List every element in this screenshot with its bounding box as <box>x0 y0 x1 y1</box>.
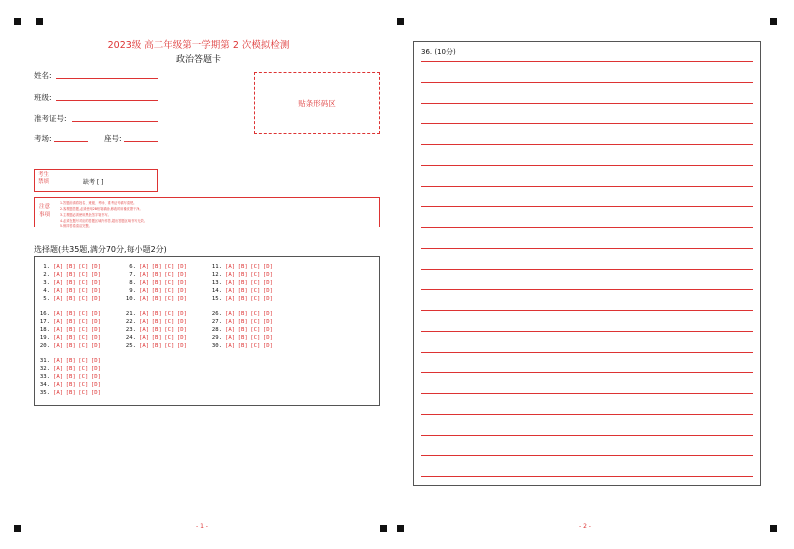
option-d-bubble[interactable]: [D] <box>262 311 273 317</box>
option-b-bubble[interactable]: [B] <box>65 327 76 333</box>
option-d-bubble[interactable]: [D] <box>176 327 187 333</box>
option-b-bubble[interactable]: [B] <box>151 288 162 294</box>
option-a-bubble[interactable]: [A] <box>53 366 64 372</box>
seat-label: 座号: <box>104 134 122 143</box>
question-number: 20. <box>39 343 50 349</box>
question-20 <box>38 343 103 349</box>
writing-line <box>421 435 753 436</box>
question-5 <box>38 296 103 302</box>
writing-line <box>421 352 753 353</box>
option-b-bubble[interactable]: [B] <box>151 311 162 317</box>
option-a-bubble[interactable]: [A] <box>53 343 64 349</box>
option-b-bubble[interactable]: [B] <box>151 319 162 325</box>
question-number: 13. <box>211 280 222 286</box>
choice-section-title: 选择题(共35题,满分70分,每小题2分) <box>34 245 167 254</box>
registration-mark-top-center-left <box>36 18 43 25</box>
option-c-bubble[interactable]: [C] <box>78 390 89 396</box>
writing-line <box>421 61 753 62</box>
question-9 <box>124 288 189 294</box>
question-number: 12. <box>211 272 222 278</box>
option-b-bubble[interactable]: [B] <box>237 288 248 294</box>
question-25 <box>124 343 189 349</box>
question-number: 23. <box>125 327 136 333</box>
option-b-bubble[interactable]: [B] <box>65 374 76 380</box>
option-a-bubble[interactable]: [A] <box>225 311 236 317</box>
option-d-bubble[interactable]: [D] <box>262 288 273 294</box>
option-a-bubble[interactable]: [A] <box>139 327 150 333</box>
name-label: 姓名: <box>34 71 52 80</box>
question-21 <box>124 311 189 317</box>
option-a-bubble[interactable]: [A] <box>225 296 236 302</box>
question-7 <box>124 272 189 278</box>
option-c-bubble[interactable]: [C] <box>164 280 175 286</box>
question-number: 5. <box>43 296 50 302</box>
question-number: 1. <box>43 264 50 270</box>
writing-line <box>421 186 753 187</box>
option-a-bubble[interactable]: [A] <box>225 343 236 349</box>
question-33 <box>38 374 103 380</box>
writing-line <box>421 331 753 332</box>
barcode-label: 贴条形码区 <box>298 98 336 108</box>
writing-line <box>421 414 753 415</box>
option-d-bubble[interactable]: [D] <box>262 343 273 349</box>
option-b-bubble[interactable]: [B] <box>65 319 76 325</box>
name-field[interactable] <box>56 78 158 79</box>
question-number: 10. <box>125 296 136 302</box>
option-b-bubble[interactable]: [B] <box>65 343 76 349</box>
question-31 <box>38 358 103 364</box>
writing-line <box>421 103 753 104</box>
question-number: 4. <box>43 288 50 294</box>
exam-title: 2023级 高二年级第一学期第 2 次模拟检测 <box>107 40 290 51</box>
option-c-bubble[interactable]: [C] <box>250 280 261 286</box>
option-c-bubble[interactable]: [C] <box>78 327 89 333</box>
question-number: 7. <box>129 272 136 278</box>
option-b-bubble[interactable]: [B] <box>237 343 248 349</box>
option-a-bubble[interactable]: [A] <box>139 343 150 349</box>
question-18 <box>38 327 103 333</box>
option-a-bubble[interactable]: [A] <box>53 327 64 333</box>
room-field[interactable] <box>54 141 88 142</box>
option-a-bubble[interactable]: [A] <box>53 319 64 325</box>
registration-mark-top-center <box>397 18 404 25</box>
option-b-bubble[interactable]: [B] <box>151 272 162 278</box>
question-number: 28. <box>211 327 222 333</box>
option-c-bubble[interactable]: [C] <box>78 296 89 302</box>
option-d-bubble[interactable]: [D] <box>90 335 101 341</box>
registration-mark-bottom-center-left <box>380 525 387 532</box>
option-b-bubble[interactable]: [B] <box>65 272 76 278</box>
option-d-bubble[interactable]: [D] <box>90 311 101 317</box>
question-number: 29. <box>211 335 222 341</box>
option-a-bubble[interactable]: [A] <box>53 390 64 396</box>
option-a-bubble[interactable]: [A] <box>53 264 64 270</box>
option-d-bubble[interactable]: [D] <box>262 280 273 286</box>
option-c-bubble[interactable]: [C] <box>78 366 89 372</box>
option-d-bubble[interactable]: [D] <box>90 343 101 349</box>
option-d-bubble[interactable]: [D] <box>262 319 273 325</box>
option-d-bubble[interactable]: [D] <box>176 311 187 317</box>
option-a-bubble[interactable]: [A] <box>225 319 236 325</box>
question-22 <box>124 319 189 325</box>
question-34 <box>38 382 103 388</box>
option-c-bubble[interactable]: [C] <box>250 319 261 325</box>
class-label: 班级: <box>34 93 52 102</box>
option-b-bubble[interactable]: [B] <box>237 280 248 286</box>
option-c-bubble[interactable]: [C] <box>78 288 89 294</box>
registration-mark-bottom-left <box>14 525 21 532</box>
writing-line <box>421 289 753 290</box>
option-d-bubble[interactable]: [D] <box>90 272 101 278</box>
option-a-bubble[interactable]: [A] <box>225 280 236 286</box>
option-d-bubble[interactable]: [D] <box>90 327 101 333</box>
question-number: 31. <box>39 358 50 364</box>
option-d-bubble[interactable]: [D] <box>90 374 101 380</box>
note-line-4: 4.必须在题号对应的答题区域内作答,超出答题区域书写无效。 <box>60 219 147 223</box>
option-c-bubble[interactable]: [C] <box>78 311 89 317</box>
question-26 <box>210 311 275 317</box>
option-d-bubble[interactable]: [D] <box>90 296 101 302</box>
question-35 <box>38 390 103 396</box>
option-a-bubble[interactable]: [A] <box>53 358 64 364</box>
option-a-bubble[interactable]: [A] <box>225 272 236 278</box>
option-d-bubble[interactable]: [D] <box>90 288 101 294</box>
option-d-bubble[interactable]: [D] <box>90 358 101 364</box>
option-c-bubble[interactable]: [C] <box>164 264 175 270</box>
option-a-bubble[interactable]: [A] <box>53 311 64 317</box>
question-19 <box>38 335 103 341</box>
question-8 <box>124 280 189 286</box>
question-28 <box>210 327 275 333</box>
question-12 <box>210 272 275 278</box>
option-c-bubble[interactable]: [C] <box>78 382 89 388</box>
option-c-bubble[interactable]: [C] <box>164 311 175 317</box>
option-b-bubble[interactable]: [B] <box>237 264 248 270</box>
option-c-bubble[interactable]: [C] <box>78 335 89 341</box>
question-number: 14. <box>211 288 222 294</box>
question-16 <box>38 311 103 317</box>
option-b-bubble[interactable]: [B] <box>65 366 76 372</box>
class-field[interactable] <box>56 100 158 101</box>
question-number: 18. <box>39 327 50 333</box>
option-a-bubble[interactable]: [A] <box>139 272 150 278</box>
option-c-bubble[interactable]: [C] <box>250 272 261 278</box>
writing-line <box>421 248 753 249</box>
registration-mark-top-right <box>770 18 777 25</box>
question-number: 22. <box>125 319 136 325</box>
option-b-bubble[interactable]: [B] <box>65 280 76 286</box>
option-d-bubble[interactable]: [D] <box>90 382 101 388</box>
option-a-bubble[interactable]: [A] <box>139 319 150 325</box>
question-2 <box>38 272 103 278</box>
option-c-bubble[interactable]: [C] <box>250 311 261 317</box>
question-36-answer-area[interactable] <box>413 41 761 486</box>
question-27 <box>210 319 275 325</box>
option-d-bubble[interactable]: [D] <box>90 390 101 396</box>
option-c-bubble[interactable]: [C] <box>78 264 89 270</box>
option-b-bubble[interactable]: [B] <box>65 382 76 388</box>
option-c-bubble[interactable]: [C] <box>78 272 89 278</box>
question-number: 33. <box>39 374 50 380</box>
question-number: 2. <box>43 272 50 278</box>
writing-line <box>421 227 753 228</box>
writing-line <box>421 206 753 207</box>
question-23 <box>124 327 189 333</box>
writing-line <box>421 123 753 124</box>
option-a-bubble[interactable]: [A] <box>225 335 236 341</box>
option-b-bubble[interactable]: [B] <box>151 296 162 302</box>
option-c-bubble[interactable]: [C] <box>78 358 89 364</box>
question-number: 34. <box>39 382 50 388</box>
writing-line <box>421 372 753 373</box>
option-b-bubble[interactable]: [B] <box>65 264 76 270</box>
question-36-label: 36. (10分) <box>421 48 456 56</box>
option-b-bubble[interactable]: [B] <box>151 343 162 349</box>
option-c-bubble[interactable]: [C] <box>250 296 261 302</box>
option-b-bubble[interactable]: [B] <box>237 311 248 317</box>
option-c-bubble[interactable]: [C] <box>164 335 175 341</box>
option-d-bubble[interactable]: [D] <box>176 335 187 341</box>
option-a-bubble[interactable]: [A] <box>139 280 150 286</box>
option-b-bubble[interactable]: [B] <box>65 390 76 396</box>
option-d-bubble[interactable]: [D] <box>262 296 273 302</box>
option-d-bubble[interactable]: [D] <box>176 264 187 270</box>
question-17 <box>38 319 103 325</box>
writing-line <box>421 144 753 145</box>
question-number: 25. <box>125 343 136 349</box>
option-b-bubble[interactable]: [B] <box>151 327 162 333</box>
exam-id-label: 准考证号: <box>34 114 67 123</box>
writing-line <box>421 310 753 311</box>
question-number: 17. <box>39 319 50 325</box>
option-c-bubble[interactable]: [C] <box>78 280 89 286</box>
option-c-bubble[interactable]: [C] <box>164 296 175 302</box>
option-b-bubble[interactable]: [B] <box>237 327 248 333</box>
question-number: 11. <box>211 264 222 270</box>
question-number: 24. <box>125 335 136 341</box>
registration-mark-bottom-right <box>770 525 777 532</box>
option-a-bubble[interactable]: [A] <box>139 311 150 317</box>
note-line-1: 1.答题前请将姓名、班级、考场、准考证号填写清楚。 <box>60 201 137 205</box>
page-number-2: - 2 - <box>579 523 591 530</box>
option-b-bubble[interactable]: [B] <box>65 296 76 302</box>
option-b-bubble[interactable]: [B] <box>65 358 76 364</box>
option-c-bubble[interactable]: [C] <box>164 343 175 349</box>
question-number: 9. <box>129 288 136 294</box>
option-a-bubble[interactable]: [A] <box>53 288 64 294</box>
option-c-bubble[interactable]: [C] <box>164 319 175 325</box>
question-14 <box>210 288 275 294</box>
option-a-bubble[interactable]: [A] <box>53 374 64 380</box>
option-c-bubble[interactable]: [C] <box>250 327 261 333</box>
option-b-bubble[interactable]: [B] <box>151 280 162 286</box>
writing-line <box>421 269 753 270</box>
writing-line <box>421 476 753 477</box>
page-number-1: - 1 - <box>196 523 208 530</box>
option-d-bubble[interactable]: [D] <box>176 319 187 325</box>
writing-line <box>421 455 753 456</box>
question-number: 19. <box>39 335 50 341</box>
option-c-bubble[interactable]: [C] <box>78 343 89 349</box>
option-b-bubble[interactable]: [B] <box>65 311 76 317</box>
exam-subject: 政治答题卡 <box>175 55 221 65</box>
option-a-bubble[interactable]: [A] <box>139 264 150 270</box>
option-c-bubble[interactable]: [C] <box>78 319 89 325</box>
writing-line <box>421 393 753 394</box>
question-number: 21. <box>125 311 136 317</box>
option-c-bubble[interactable]: [C] <box>164 327 175 333</box>
option-b-bubble[interactable]: [B] <box>65 288 76 294</box>
option-c-bubble[interactable]: [C] <box>250 288 261 294</box>
option-c-bubble[interactable]: [C] <box>250 264 261 270</box>
option-d-bubble[interactable]: [D] <box>176 288 187 294</box>
option-d-bubble[interactable]: [D] <box>176 272 187 278</box>
question-number: 27. <box>211 319 222 325</box>
option-b-bubble[interactable]: [B] <box>237 319 248 325</box>
option-c-bubble[interactable]: [C] <box>164 272 175 278</box>
option-a-bubble[interactable]: [A] <box>53 296 64 302</box>
option-d-bubble[interactable]: [D] <box>262 335 273 341</box>
option-c-bubble[interactable]: [C] <box>78 374 89 380</box>
question-number: 3. <box>43 280 50 286</box>
option-a-bubble[interactable]: [A] <box>225 264 236 270</box>
question-number: 26. <box>211 311 222 317</box>
option-d-bubble[interactable]: [D] <box>262 272 273 278</box>
option-a-bubble[interactable]: [A] <box>139 288 150 294</box>
option-a-bubble[interactable]: [A] <box>53 335 64 341</box>
question-30 <box>210 343 275 349</box>
option-a-bubble[interactable]: [A] <box>225 327 236 333</box>
option-a-bubble[interactable]: [A] <box>225 288 236 294</box>
question-number: 6. <box>129 264 136 270</box>
option-a-bubble[interactable]: [A] <box>139 296 150 302</box>
option-b-bubble[interactable]: [B] <box>237 296 248 302</box>
option-d-bubble[interactable]: [D] <box>90 264 101 270</box>
note-line-5: 5.保持答卷清洁完整。 <box>60 224 92 228</box>
registration-mark-top-left <box>14 18 21 25</box>
notes-label: 注意事项 <box>39 204 51 218</box>
question-3 <box>38 280 103 286</box>
room-label: 考场: <box>34 134 52 143</box>
question-11 <box>210 264 275 270</box>
option-a-bubble[interactable]: [A] <box>53 272 64 278</box>
absent-label: 考生禁填 <box>38 172 50 185</box>
option-d-bubble[interactable]: [D] <box>90 280 101 286</box>
question-32 <box>38 366 103 372</box>
note-line-3: 3.主观题必须使用黑色签字笔书写。 <box>60 213 111 217</box>
registration-mark-bottom-center <box>397 525 404 532</box>
option-d-bubble[interactable]: [D] <box>176 280 187 286</box>
option-b-bubble[interactable]: [B] <box>151 335 162 341</box>
question-number: 30. <box>211 343 222 349</box>
option-a-bubble[interactable]: [A] <box>53 382 64 388</box>
option-d-bubble[interactable]: [D] <box>262 264 273 270</box>
option-d-bubble[interactable]: [D] <box>90 319 101 325</box>
option-d-bubble[interactable]: [D] <box>90 366 101 372</box>
writing-line <box>421 165 753 166</box>
option-c-bubble[interactable]: [C] <box>250 343 261 349</box>
option-b-bubble[interactable]: [B] <box>237 335 248 341</box>
question-13 <box>210 280 275 286</box>
question-4 <box>38 288 103 294</box>
option-a-bubble[interactable]: [A] <box>53 280 64 286</box>
option-c-bubble[interactable]: [C] <box>164 288 175 294</box>
option-a-bubble[interactable]: [A] <box>139 335 150 341</box>
exam-id-field[interactable] <box>72 121 158 122</box>
question-number: 15. <box>211 296 222 302</box>
absent-checkbox[interactable]: 缺考 [ ] <box>83 179 104 186</box>
note-line-2: 2.客观题答题,必须使用2B铅笔填涂,修改时用橡皮擦干净。 <box>60 207 143 211</box>
barcode-area <box>254 72 380 134</box>
question-number: 35. <box>39 390 50 396</box>
question-1 <box>38 264 103 270</box>
writing-line <box>421 82 753 83</box>
option-d-bubble[interactable]: [D] <box>262 327 273 333</box>
option-b-bubble[interactable]: [B] <box>237 272 248 278</box>
option-c-bubble[interactable]: [C] <box>250 335 261 341</box>
question-10 <box>124 296 189 302</box>
seat-field[interactable] <box>124 141 158 142</box>
question-15 <box>210 296 275 302</box>
option-b-bubble[interactable]: [B] <box>151 264 162 270</box>
question-24 <box>124 335 189 341</box>
option-d-bubble[interactable]: [D] <box>176 296 187 302</box>
question-6 <box>124 264 189 270</box>
option-b-bubble[interactable]: [B] <box>65 335 76 341</box>
question-number: 8. <box>129 280 136 286</box>
question-number: 32. <box>39 366 50 372</box>
question-number: 16. <box>39 311 50 317</box>
question-29 <box>210 335 275 341</box>
option-d-bubble[interactable]: [D] <box>176 343 187 349</box>
